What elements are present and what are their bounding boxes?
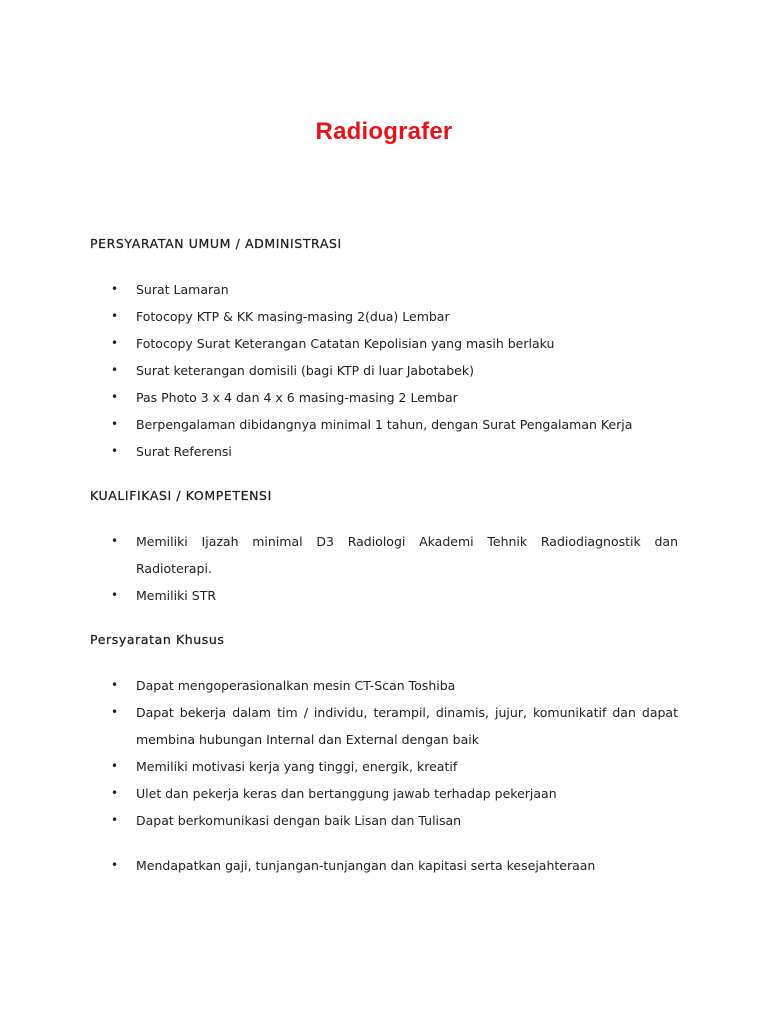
bullet-icon: • bbox=[111, 417, 119, 431]
bullet-icon: • bbox=[111, 282, 119, 296]
list-item: • Surat Lamaran bbox=[90, 276, 678, 303]
document-title: Radiografer bbox=[315, 118, 453, 145]
list-item: • Berpengalaman dibidangnya minimal 1 tahun, dengan Surat Pengalaman Kerja bbox=[90, 411, 678, 438]
bullet-icon: • bbox=[111, 534, 119, 548]
bullet-icon: • bbox=[111, 336, 119, 350]
list-item: • Mendapatkan gaji, tunjangan-tunjangan dan kapitasi serta kesejahteraan bbox=[90, 852, 678, 879]
section-heading-administrasi: PERSYARATAN UMUM / ADMINISTRASI bbox=[90, 236, 342, 251]
section-heading-khusus: Persyaratan Khusus bbox=[90, 632, 225, 647]
list-item: • Pas Photo 3 x 4 dan 4 x 6 masing-masing 2 Lembar bbox=[90, 384, 678, 411]
bullet-icon: • bbox=[111, 813, 119, 827]
list-item: • Memiliki motivasi kerja yang tinggi, energik, kreatif bbox=[90, 753, 678, 780]
list-item: • Surat keterangan domisili (bagi KTP di luar Jabotabek) bbox=[90, 357, 678, 384]
bullet-icon: • bbox=[111, 786, 119, 800]
bullet-icon: • bbox=[111, 858, 119, 872]
list-item: • Memiliki STR bbox=[90, 582, 678, 609]
list-item: • Fotocopy Surat Keterangan Catatan Kepolisian yang masih berlaku bbox=[90, 330, 678, 357]
list-administrasi bbox=[90, 276, 678, 465]
list-kompetensi bbox=[90, 528, 678, 609]
list-item: • Dapat bekerja dalam tim / individu, terampil, dinamis, jujur, komunikatif dan dapat membina hubungan Internal dan External dengan baik bbox=[90, 699, 678, 753]
list-khusus bbox=[90, 672, 678, 834]
list-item: • Surat Referensi bbox=[90, 438, 678, 465]
list-item: • Dapat berkomunikasi dengan baik Lisan dan Tulisan bbox=[90, 807, 678, 834]
list-item: • Dapat mengoperasionalkan mesin CT-Scan Toshiba bbox=[90, 672, 678, 699]
bullet-icon: • bbox=[111, 705, 119, 719]
bullet-icon: • bbox=[111, 759, 119, 773]
bullet-icon: • bbox=[111, 678, 119, 692]
list-extra bbox=[90, 852, 678, 879]
list-item: • Ulet dan pekerja keras dan bertanggung jawab terhadap pekerjaan bbox=[90, 780, 678, 807]
bullet-icon: • bbox=[111, 363, 119, 377]
section-heading-kompetensi: KUALIFIKASI / KOMPETENSI bbox=[90, 488, 272, 503]
list-item: • Fotocopy KTP & KK masing-masing 2(dua) Lembar bbox=[90, 303, 678, 330]
bullet-icon: • bbox=[111, 309, 119, 323]
bullet-icon: • bbox=[111, 390, 119, 404]
bullet-icon: • bbox=[111, 444, 119, 458]
bullet-icon: • bbox=[111, 588, 119, 602]
list-item: • Memiliki Ijazah minimal D3 Radiologi Akademi Tehnik Radiodiagnostik dan Radioterapi. bbox=[90, 528, 678, 582]
